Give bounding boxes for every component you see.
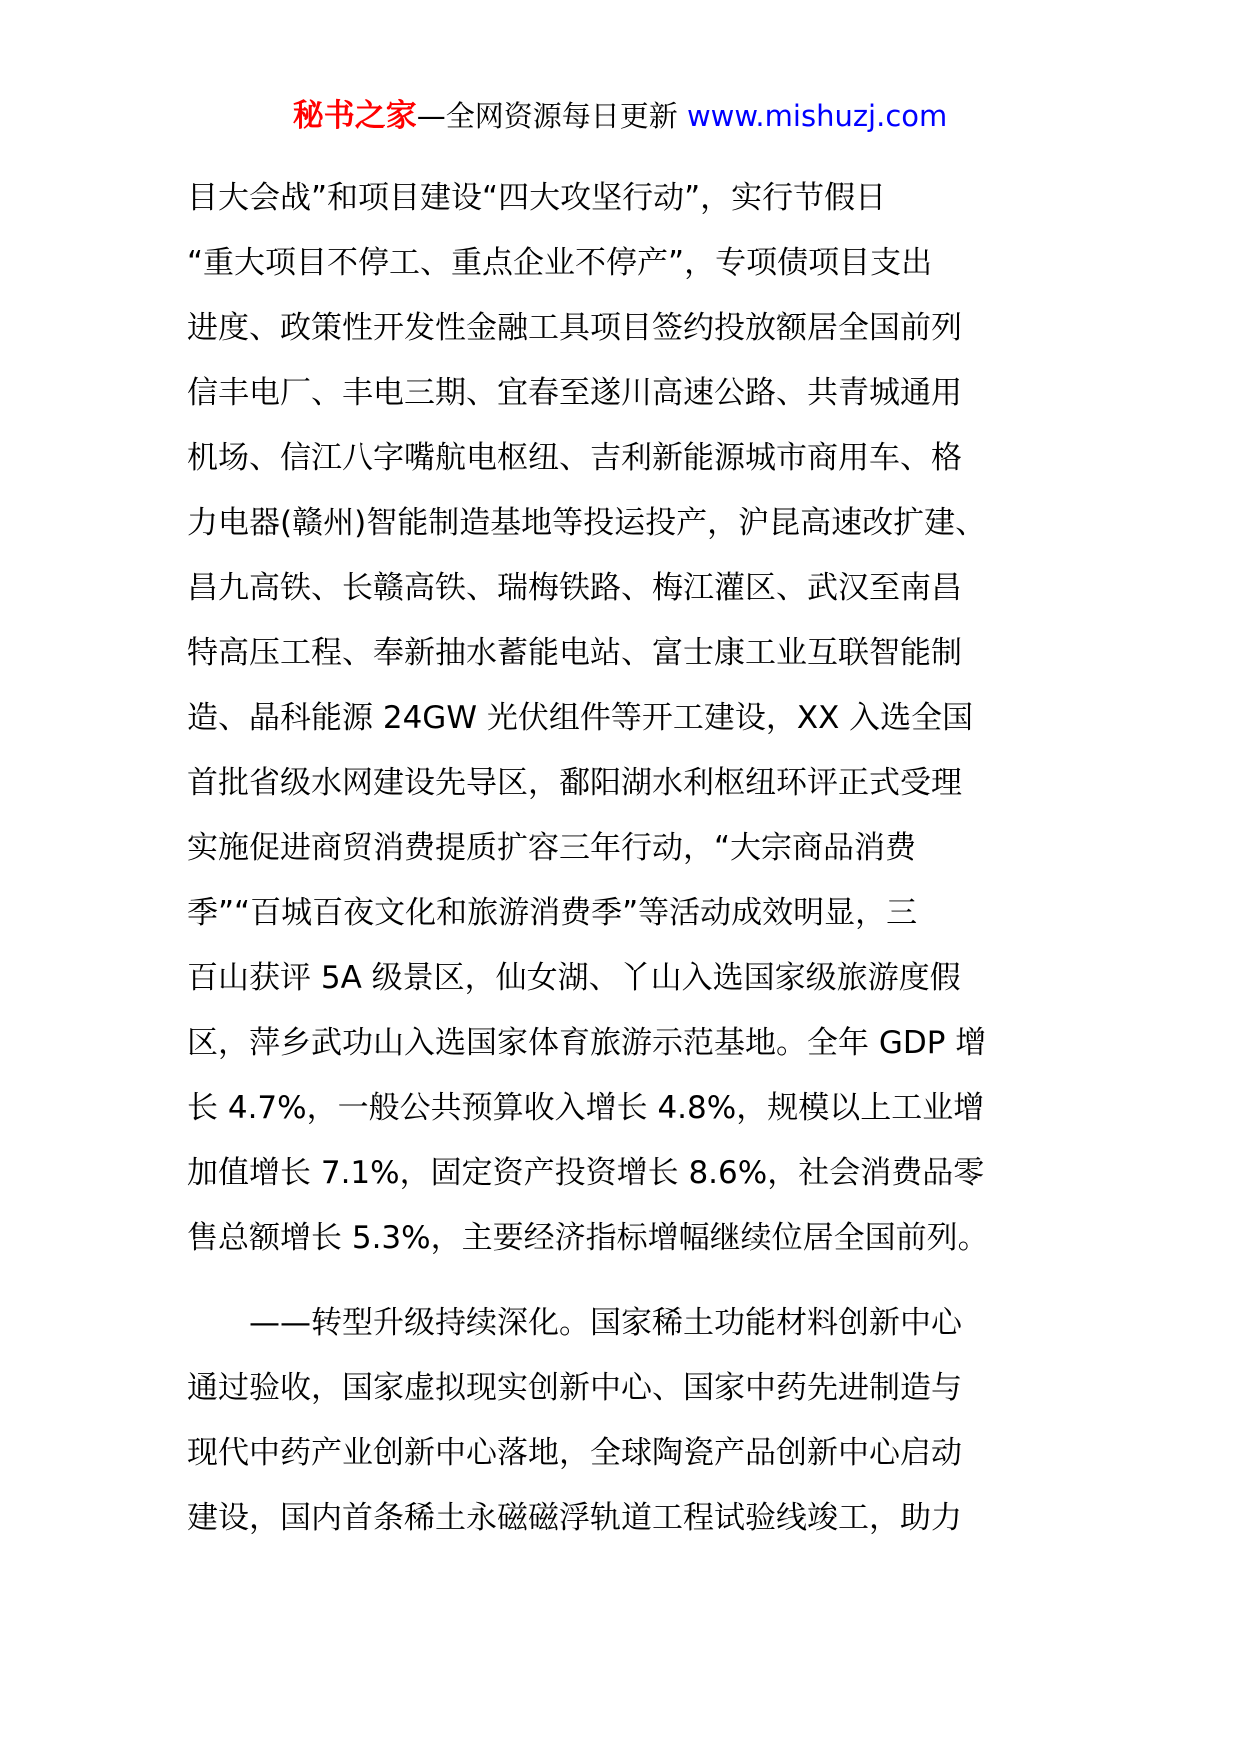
text-line: “重大项目不停工、重点企业不停产”，专项债项目支出 <box>187 245 933 281</box>
text-line: 实施促进商贸消费提质扩容三年行动，“大宗商品消费 <box>187 830 917 866</box>
text-line: 加值增长 7.1%，固定资产投资增长 8.6%，社会消费品零 <box>187 1155 985 1191</box>
text-line: 建设，国内首条稀土永磁磁浮轨道工程试验线竣工，助力 <box>187 1500 962 1536</box>
text-line: 季”“百城百夜文化和旅游消费季”等活动成效明显，三 <box>187 895 918 931</box>
text-line: 区，萍乡武功山入选国家体育旅游示范基地。全年 GDP 增 <box>187 1025 987 1061</box>
text-line: 长 4.7%，一般公共预算收入增长 4.8%，规模以上工业增 <box>187 1090 985 1126</box>
text-line: ——转型升级持续深化。国家稀土功能材料创新中心 <box>187 1305 962 1341</box>
document-header <box>0 98 1240 135</box>
text-line: 造、晶科能源 24GW 光伏组件等开工建设，XX 入选全国 <box>187 700 974 736</box>
text-line: 现代中药产业创新中心落地，全球陶瓷产品创新中心启动 <box>187 1435 962 1471</box>
text-line: 机场、信江八字嘴航电枢纽、吉利新能源城市商用车、格 <box>187 440 962 476</box>
paragraph-2 <box>187 1291 1059 1551</box>
website-link[interactable]: www.mishuzj.com <box>686 99 948 133</box>
text-line: 昌九高铁、长赣高铁、瑞梅铁路、梅江灌区、武汉至南昌 <box>187 570 962 606</box>
text-line: 目大会战”和项目建设“四大攻坚行动”，实行节假日 <box>187 180 887 216</box>
text-line: 售总额增长 5.3%，主要经济指标增幅继续位居全国前列。 <box>187 1220 989 1256</box>
text-line: 信丰电厂、丰电三期、宜春至遂川高速公路、共青城通用 <box>187 375 962 411</box>
header-slogan: —全网资源每日更新 <box>416 99 687 133</box>
paragraph-spacer <box>187 1271 1059 1291</box>
text-line: 首批省级水网建设先导区，鄱阳湖水利枢纽环评正式受理 <box>187 765 962 801</box>
text-line: 进度、政策性开发性金融工具项目签约投放额居全国前列 <box>187 310 962 346</box>
paragraph-1 <box>187 166 1059 1271</box>
text-line: 百山获评 5A 级景区，仙女湖、丫山入选国家级旅游度假 <box>187 960 961 996</box>
brand-name: 秘书之家 <box>292 98 417 134</box>
document-body <box>187 166 1059 1551</box>
text-line: 特高压工程、奉新抽水蓄能电站、富士康工业互联智能制 <box>187 635 962 671</box>
text-line: 力电器(赣州)智能制造基地等投运投产，沪昆高速改扩建、 <box>187 505 987 541</box>
text-line: 通过验收，国家虚拟现实创新中心、国家中药先进制造与 <box>187 1370 962 1406</box>
